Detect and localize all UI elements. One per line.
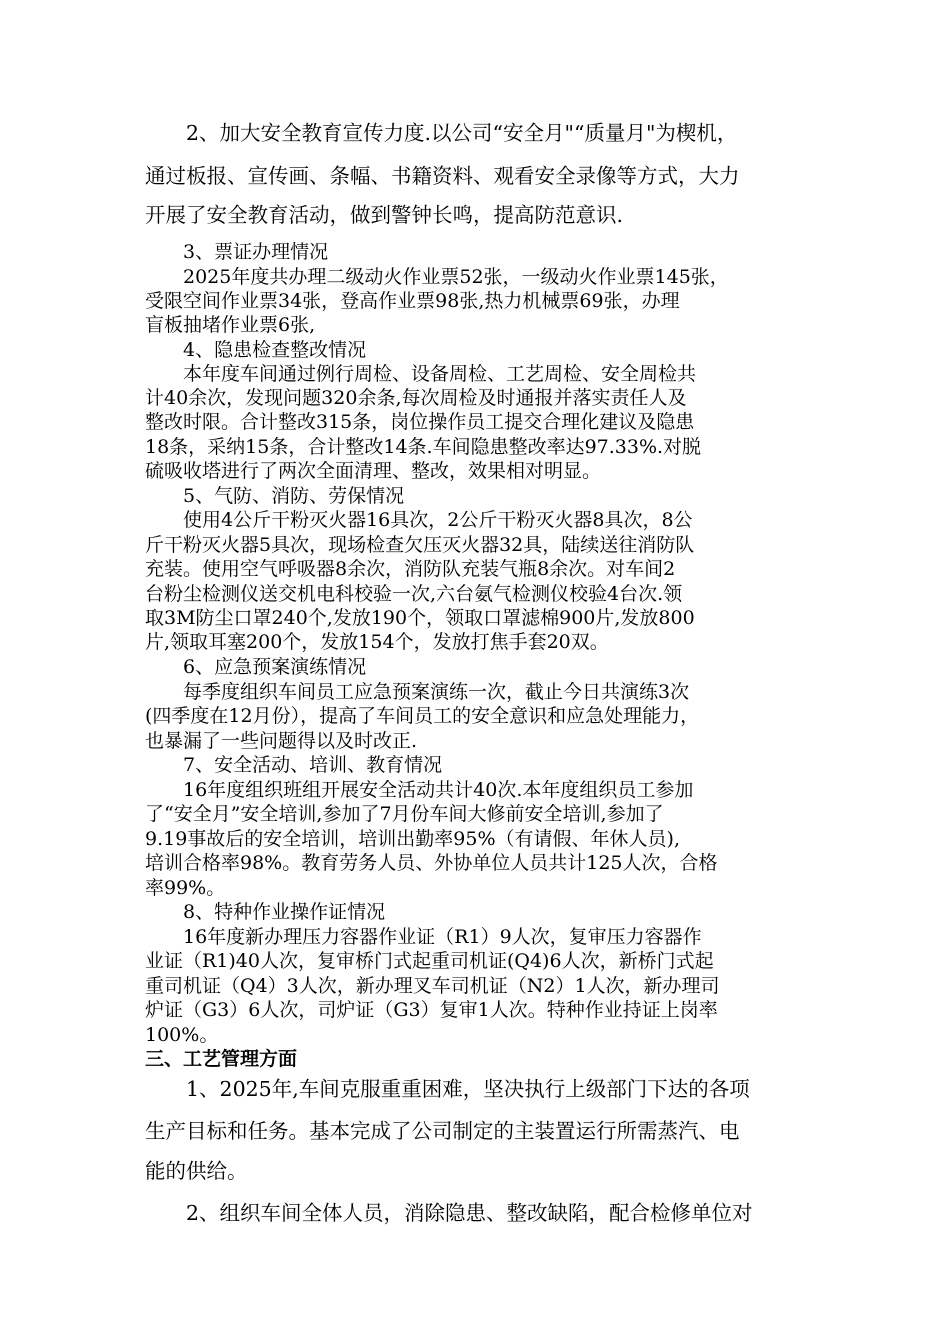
text-line: (四季度在12月份），提高了车间员工的安全意识和应急处理能力， [145,705,700,727]
text-line: 1、2025年,车间克服重重困难，坚决执行上级部门下达的各项 [145,1077,750,1101]
text-line: 业证（R1)40人次，复审桥门式起重司机证(Q4)6人次，新桥门式起 [145,950,714,972]
text-line: 了“安全月”安全培训,参加了7月份车间大修前安全培训,参加了 [145,803,664,825]
text-line: 2、加大安全教育宣传力度.以公司“安全月"“质量月"为楔机， [145,121,738,145]
text-line: 2、组织车间全体人员，消除隐患、整改缺陷，配合检修单位对 [145,1201,753,1225]
section-heading: 8、特种作业操作证情况 [145,901,386,923]
text-line: 取3M防尘口罩240个,发放190个，领取口罩滤棉900片,发放800 [145,607,695,629]
text-line: 每季度组织车间员工应急预案演练一次，截止今日共演练3次 [145,681,690,703]
text-line: 开展了安全教育活动，做到警钟长鸣，提高防范意识. [145,203,624,227]
text-line: 台粉尘检测仪送交机电科校验一次,六台氨气检测仪校验4台次.领 [145,583,683,605]
text-line: 计40余次，发现问题320余条,每次周检及时通报并落实责任人及 [145,387,687,409]
text-line: 受限空间作业票34张，登高作业票98张,热力机械票69张，办理 [145,290,680,312]
text-line: 100%。 [145,1024,219,1046]
text-line: 率99%。 [145,877,226,899]
text-line: 本年度车间通过例行周检、设备周检、工艺周检、安全周检共 [145,363,697,385]
text-line: 炉证（G3）6人次，司炉证（G3）复审1人次。特种作业持证上岗率 [145,999,718,1021]
text-line: 能的供给。 [145,1159,248,1183]
text-line: 硫吸收塔进行了两次全面清理、整改，效果相对明显。 [145,460,602,482]
section-heading: 4、隐患检查整改情况 [145,339,367,361]
section-heading: 6、应急预案演练情况 [145,656,367,678]
text-line: 生产目标和任务。基本完成了公司制定的主装置运行所需蒸汽、电 [145,1119,740,1143]
text-line: 通过板报、宣传画、条幅、书籍资料、观看安全录像等方式，大力 [145,164,740,188]
text-line: 斤干粉灭火器5具次，现场检查欠压灭火器32具，陆续送往消防队 [145,534,695,556]
text-line: 18条，采纳15条，合计整改14条.车间隐患整改率达97.33%.对脱 [145,436,702,458]
section-heading: 7、安全活动、培训、教育情况 [145,754,443,776]
text-line: 9.19事故后的安全培训，培训出勤率95%（有请假、年休人员), [145,828,680,850]
text-line: 片,领取耳塞200个，发放154个，发放打焦手套20双。 [145,631,609,653]
text-line: 2025年度共办理二级动火作业票52张，一级动火作业票145张， [145,266,729,288]
text-line: 使用4公斤干粉灭火器16具次，2公斤干粉灭火器8具次，8公 [145,509,693,531]
text-line: 整改时限。合计整改315条，岗位操作员工提交合理化建议及隐患 [145,411,695,433]
text-line: 16年度新办理压力容器作业证（R1）9人次，复审压力容器作 [145,926,702,948]
text-line: 16年度组织班组开展安全活动共计40次.本年度组织员工参加 [145,779,694,801]
text-line: 充装。使用空气呼吸器8余次，消防队充装气瓶8余次。对车间2 [145,558,676,580]
text-line: 重司机证（Q4）3人次，新办理叉车司机证（N2）1人次，新办理司 [145,975,720,997]
section-heading: 5、气防、消防、劳保情况 [145,485,405,507]
text-line: 盲板抽堵作业票6张, [145,314,316,336]
chapter-heading: 三、工艺管理方面 [145,1048,298,1070]
section-heading: 3、票证办理情况 [145,241,329,263]
text-line: 也暴漏了一些问题得以及时改正. [145,730,418,752]
text-line: 培训合格率98%。教育劳务人员、外协单位人员共计125人次，合格 [145,852,718,874]
